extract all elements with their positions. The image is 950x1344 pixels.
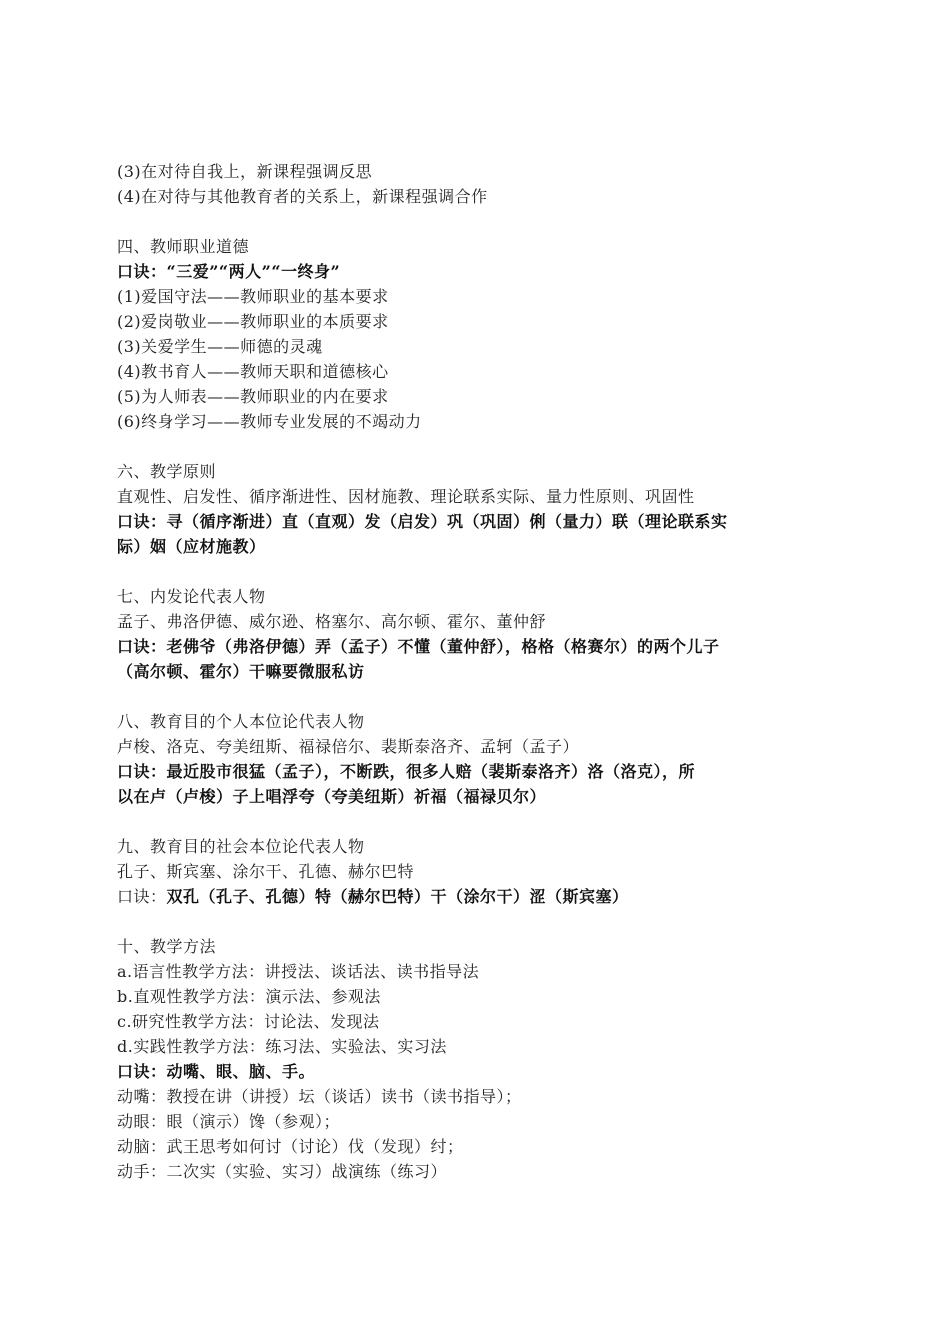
section-heading: 四、教师职业道德 xyxy=(117,237,250,256)
section-heading: 六、教学原则 xyxy=(117,462,217,481)
section-heading: 八、教育目的个人本位论代表人物 xyxy=(117,712,365,731)
mnemonic-label: 口诀： xyxy=(117,887,167,906)
mnemonic-continued: （高尔顿、霍尔）干嘛要微服私访 xyxy=(117,662,365,681)
list-item: (6)终身学习——教师专业发展的不竭动力 xyxy=(117,412,422,431)
list-item: c.研究性教学方法：讨论法、发现法 xyxy=(117,1012,380,1031)
mnemonic: 口诀：老佛爷（弗洛伊德）弄（孟子）不懂（董仲舒），格格（格赛尔）的两个儿子 xyxy=(117,637,720,656)
list-item: (5)为人师表——教师职业的内在要求 xyxy=(117,387,389,406)
section-body: 卢梭、洛克、夸美纽斯、福禄倍尔、裴斯泰洛齐、孟轲（孟子） xyxy=(117,737,580,756)
section-body: 孟子、弗洛伊德、威尔逊、格塞尔、高尔顿、霍尔、董仲舒 xyxy=(117,612,547,631)
mnemonic: 口诀：动嘴、眼、脑、手。 xyxy=(117,1062,316,1081)
list-item: (4)教书育人——教师天职和道德核心 xyxy=(117,362,389,381)
section-body: 孔子、斯宾塞、涂尔干、孔德、赫尔巴特 xyxy=(117,862,415,881)
section-body: 直观性、启发性、循序渐进性、因材施教、理论联系实际、量力性原则、巩固性 xyxy=(117,487,695,506)
list-item: b.直观性教学方法：演示法、参观法 xyxy=(117,987,381,1006)
section-heading: 十、教学方法 xyxy=(117,937,217,956)
section-heading: 九、教育目的社会本位论代表人物 xyxy=(117,837,365,856)
list-item: (2)爱岗敬业——教师职业的本质要求 xyxy=(117,312,389,331)
list-item: (1)爱国守法——教师职业的基本要求 xyxy=(117,287,389,306)
mnemonic: 口诀：“三爱”“两人”“一终身” xyxy=(117,262,341,281)
mnemonic-detail: 动嘴：教授在讲（讲授）坛（谈话）读书（读书指导）； xyxy=(117,1087,522,1106)
mnemonic-detail: 动手：二次实（实验、实习）战演练（练习） xyxy=(117,1162,448,1181)
list-item: (3)在对待自我上，新课程强调反思 xyxy=(117,162,373,181)
mnemonic-continued: 际）姻（应材施教） xyxy=(117,537,266,556)
mnemonic xyxy=(117,885,847,909)
mnemonic-text: 双孔（孔子、孔德）特（赫尔巴特）干（涂尔干）涩（斯宾塞） xyxy=(166,887,629,906)
list-item: d.实践性教学方法：练习法、实验法、实习法 xyxy=(117,1037,447,1056)
mnemonic: 口诀：最近股市很猛（孟子），不断跌，很多人赔（裴斯泰洛齐）洛（洛克），所 xyxy=(117,762,696,781)
mnemonic: 口诀：寻（循序渐进）直（直观）发（启发）巩（巩固）俐（量力）联（理论联系实 xyxy=(117,512,728,531)
mnemonic-detail: 动眼：眼（演示）馋（参观）； xyxy=(117,1112,341,1131)
list-item: (3)关爱学生——师德的灵魂 xyxy=(117,337,323,356)
mnemonic-detail: 动脑：武王思考如何讨（讨论）伐（发现）纣； xyxy=(117,1137,464,1156)
list-item: a.语言性教学方法：讲授法、谈话法、读书指导法 xyxy=(117,962,480,981)
mnemonic-continued: 以在卢（卢梭）子上唱浮夸（夸美纽斯）祈福（福禄贝尔） xyxy=(117,787,547,806)
section-heading: 七、内发论代表人物 xyxy=(117,587,266,606)
list-item: (4)在对待与其他教育者的关系上，新课程强调合作 xyxy=(117,187,488,206)
